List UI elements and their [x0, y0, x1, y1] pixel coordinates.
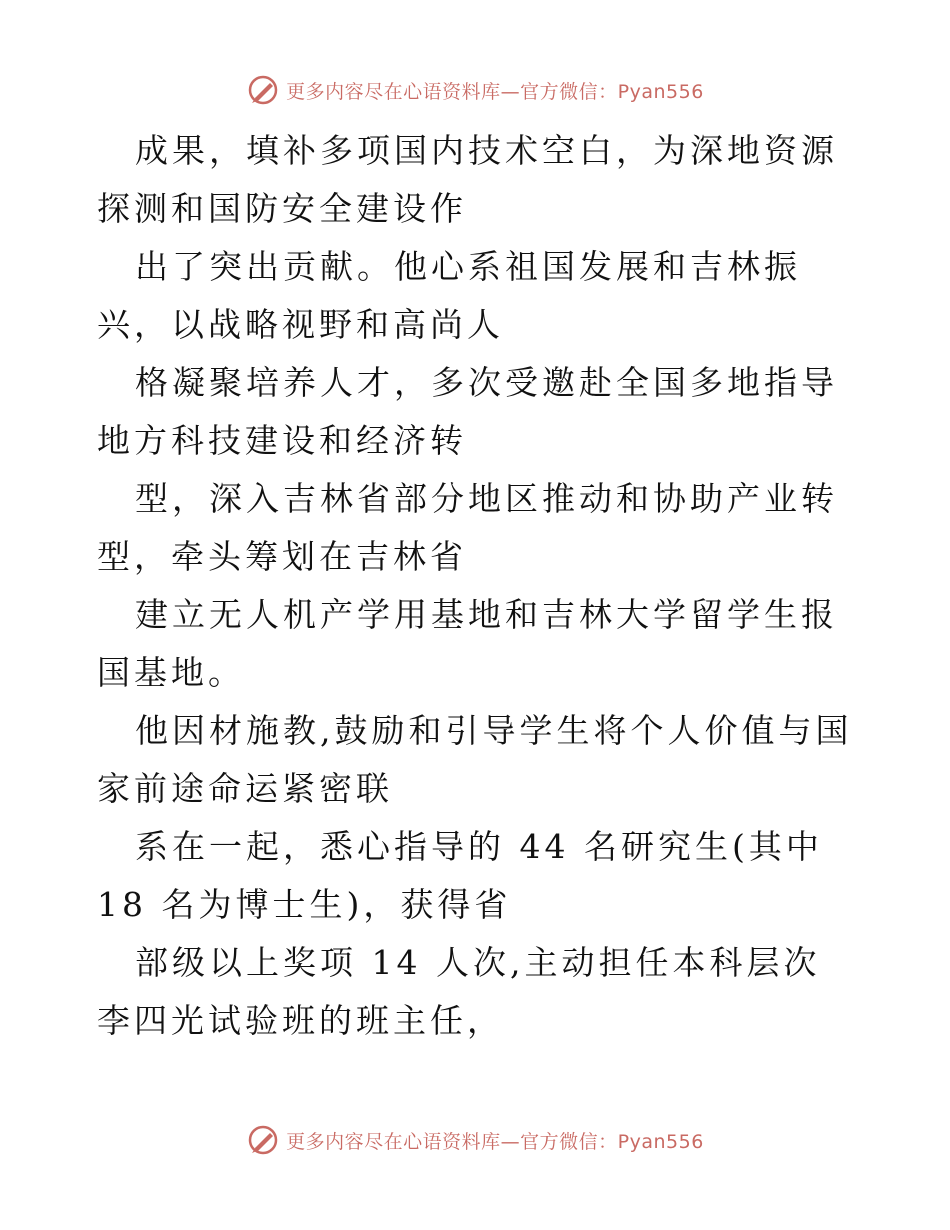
paragraph-7: 系在一起，悉心指导的 44 名研究生(其中 18 名为博士生)，获得省 [97, 827, 823, 924]
pen-logo-icon [246, 73, 280, 107]
document-body [97, 122, 857, 1050]
paragraph-4: 型，深入吉林省部分地区推动和协助产业转型，牵头筹划在吉林省 [97, 479, 838, 576]
paragraph-5: 建立无人机产学用基地和吉林大学留学生报国基地。 [97, 595, 838, 692]
paragraph-8: 部级以上奖项 14 人次,主动担任本科层次李四光试验班的班主任， [97, 943, 821, 1040]
header-banner-text: 更多内容尽在心语资料库—官方微信：Pyan556 [286, 80, 704, 103]
paragraph-2: 出了突出贡献。他心系祖国发展和吉林振兴，以战略视野和高尚人 [97, 247, 801, 344]
footer-banner-text: 更多内容尽在心语资料库—官方微信：Pyan556 [286, 1130, 704, 1153]
header-banner [0, 70, 950, 110]
pen-logo-icon [246, 1123, 280, 1157]
footer-banner [0, 1120, 950, 1160]
paragraph-6: 他因材施教,鼓励和引导学生将个人价值与国家前途命运紧密联 [97, 711, 853, 808]
paragraph-3: 格凝聚培养人才，多次受邀赴全国多地指导地方科技建设和经济转 [97, 363, 838, 460]
paragraph-1: 成果，填补多项国内技术空白，为深地资源探测和国防安全建设作 [97, 131, 838, 228]
